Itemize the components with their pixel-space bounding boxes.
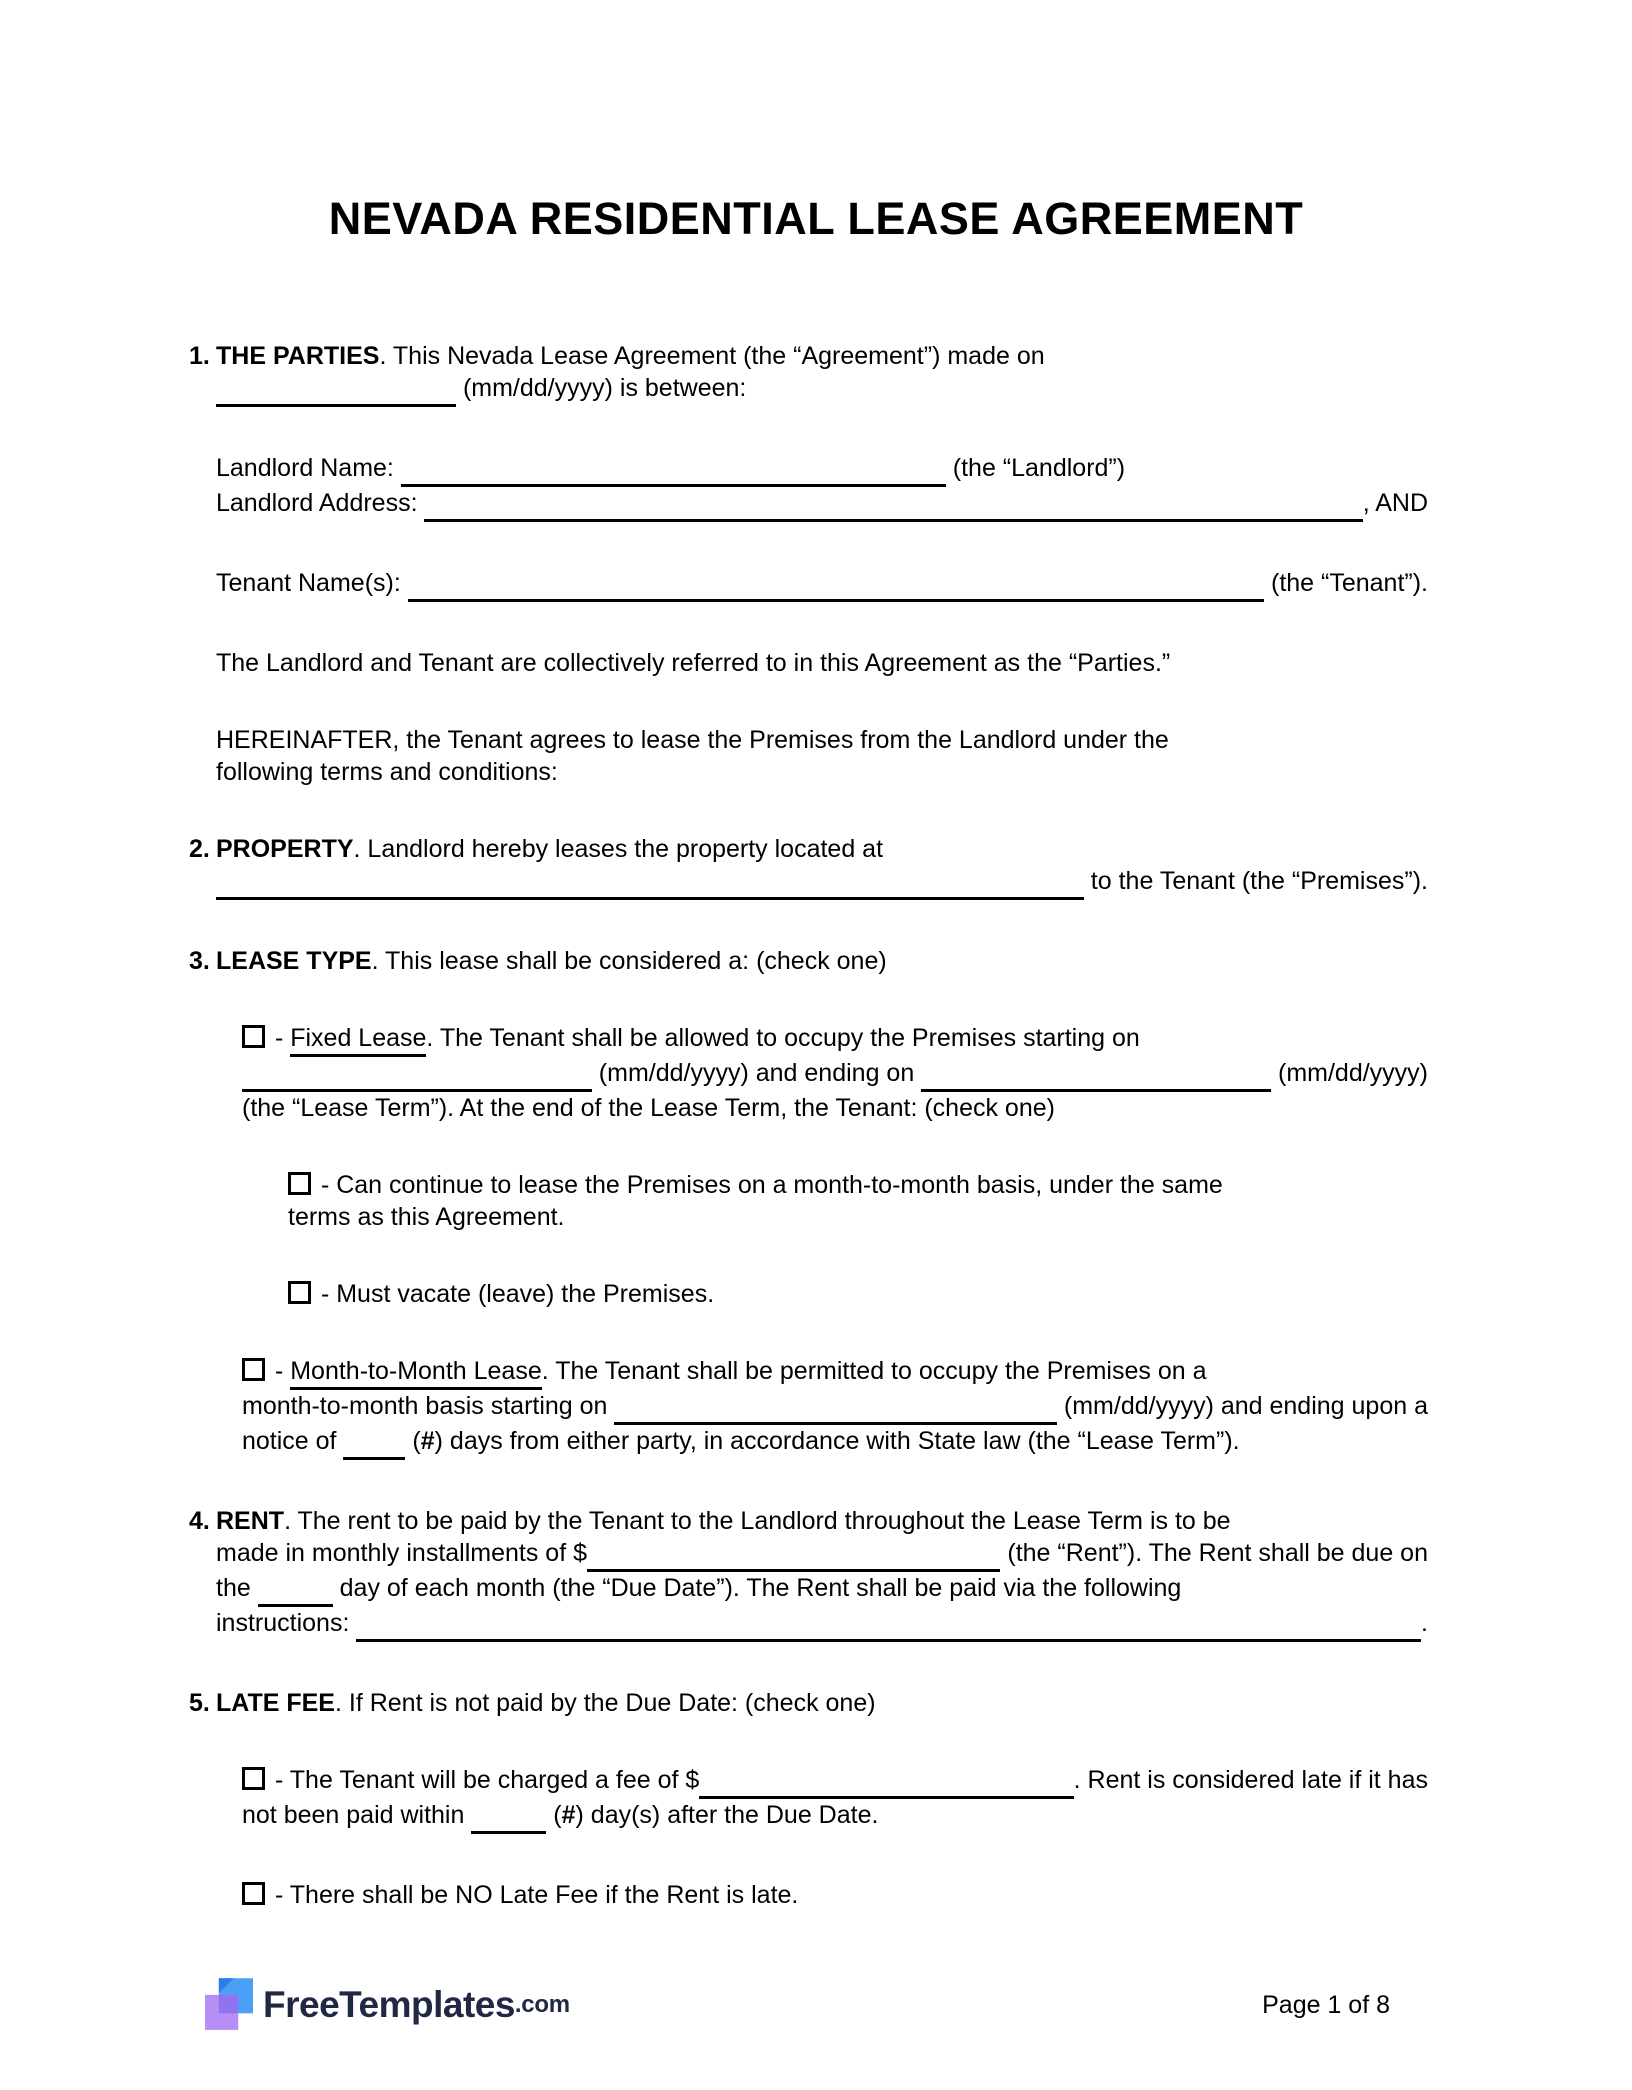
document-body — [189, 340, 1428, 1911]
text-run: - Can continue to lease the Premises on a month-to-month basis, under the same — [314, 1171, 1223, 1199]
text-run: ) day(s) after the Due Date. — [575, 1801, 879, 1829]
text-run: . — [1421, 1609, 1428, 1637]
text-run: not been paid within — [242, 1801, 472, 1829]
fixed-lease-option — [242, 1022, 1428, 1124]
tenant-line — [216, 567, 1428, 602]
section-5-late-fee — [189, 1687, 1428, 1719]
text-run: ) days from either party, in accordance with State law (the “Lease Term”). — [434, 1427, 1240, 1455]
brand-suffix: .com — [514, 1991, 570, 2018]
freetemplates-logo-icon — [205, 1976, 253, 2034]
text-run: , AND — [1362, 489, 1428, 517]
text-run: . Rent is considered late if it has — [1073, 1766, 1428, 1794]
fixed-lease-checkbox[interactable] — [242, 1025, 265, 1048]
text-run: (mm/dd/yyyy) — [1271, 1059, 1428, 1087]
text-run: LEASE TYPE — [216, 947, 372, 975]
section-3-lease-type — [189, 945, 1428, 977]
text-run: - Must vacate (leave) the Premises. — [314, 1280, 715, 1308]
notice-days-blank[interactable] — [343, 1425, 405, 1460]
text-run: instructions: — [216, 1609, 357, 1637]
footer — [205, 1976, 1390, 2034]
continue-month-to-month-option — [288, 1169, 1428, 1233]
text-run: . If Rent is not paid by the Due Date: (check one) — [334, 1689, 876, 1717]
text-run: (mm/dd/yyyy) and ending on — [591, 1059, 922, 1087]
freetemplates-logo — [205, 1976, 570, 2034]
text-run: - The Tenant will be charged a fee of $ — [268, 1766, 700, 1794]
text-run: the — [216, 1574, 258, 1602]
text-run: Landlord Address: — [216, 489, 425, 517]
section-number: 2. — [189, 835, 210, 863]
text-run: (mm/dd/yyyy) and ending upon a — [1056, 1392, 1428, 1420]
month-to-month-start-date-blank[interactable] — [614, 1390, 1057, 1425]
text-run: (the “Rent”). The Rent shall be due on — [1000, 1539, 1428, 1567]
text-run: month-to-month basis starting on — [242, 1392, 615, 1420]
text-run: THE PARTIES — [216, 342, 380, 370]
text-run: . This Nevada Lease Agreement (the “Agreement”) made on — [379, 342, 1045, 370]
text-run: ( — [405, 1427, 421, 1455]
text-run: . This lease shall be considered a: (check one) — [371, 947, 887, 975]
text-run: - — [268, 1357, 291, 1385]
text-run: to the Tenant (the “Premises”). — [1083, 867, 1428, 895]
text-run: # — [561, 1801, 576, 1829]
text-run: (the “Lease Term”). At the end of the Lease Term, the Tenant: (check one) — [242, 1094, 1055, 1122]
text-run: LATE FEE — [216, 1689, 335, 1717]
property-address-blank[interactable] — [216, 865, 1084, 900]
must-vacate-option — [288, 1278, 1428, 1310]
text-run: PROPERTY — [216, 835, 354, 863]
landlord-block — [216, 452, 1428, 522]
section-1-the-parties — [189, 340, 1428, 407]
no-late-fee-checkbox[interactable] — [242, 1882, 265, 1905]
text-run: Month-to-Month Lease — [290, 1355, 542, 1390]
section-number: 4. — [189, 1507, 210, 1535]
text-run: (mm/dd/yyyy) is between: — [456, 374, 747, 402]
text-run: HEREINAFTER, the Tenant agrees to lease the Premises from the Landlord under the — [216, 726, 1169, 754]
text-run: . Landlord hereby leases the property located at — [353, 835, 884, 863]
month-to-month-lease-checkbox[interactable] — [242, 1358, 265, 1381]
landlord-name-blank[interactable] — [401, 452, 946, 487]
rent-due-day-blank[interactable] — [258, 1572, 333, 1607]
tenant-names-blank[interactable] — [408, 567, 1264, 602]
text-run: ( — [546, 1801, 562, 1829]
late-fee-amount-blank[interactable] — [699, 1764, 1073, 1799]
continue-month-to-month-checkbox[interactable] — [288, 1172, 311, 1195]
text-run: RENT — [216, 1507, 285, 1535]
text-run: Landlord Name: — [216, 454, 401, 482]
rent-amount-blank[interactable] — [587, 1537, 1000, 1572]
fixed-lease-end-date-blank[interactable] — [921, 1057, 1271, 1092]
text-run: terms as this Agreement. — [288, 1203, 565, 1231]
page-indicator: Page 1 of 8 — [1262, 1990, 1390, 2019]
agreement-date-blank[interactable] — [216, 372, 456, 407]
section-number: 5. — [189, 1689, 210, 1717]
text-run: Fixed Lease — [290, 1022, 426, 1057]
document-title: NEVADA RESIDENTIAL LEASE AGREEMENT — [328, 193, 1304, 244]
text-run: # — [420, 1427, 435, 1455]
text-run: made in monthly installments of $ — [216, 1539, 588, 1567]
brand-name: FreeTemplates — [263, 1984, 515, 2025]
text-run: . The Tenant shall be permitted to occupy the Premises on a — [541, 1357, 1207, 1385]
payment-instructions-blank[interactable] — [356, 1607, 1421, 1642]
no-late-fee-option — [242, 1879, 1428, 1911]
section-2-property — [189, 833, 1428, 900]
must-vacate-checkbox[interactable] — [288, 1281, 311, 1304]
late-fee-option — [242, 1764, 1428, 1834]
landlord-address-blank[interactable] — [424, 487, 1362, 522]
text-run: Tenant Name(s): — [216, 569, 408, 597]
hereinafter-paragraph — [216, 724, 1428, 788]
late-fee-checkbox[interactable] — [242, 1767, 265, 1790]
text-run: notice of — [242, 1427, 344, 1455]
section-number: 3. — [189, 947, 210, 975]
text-run: (the “Tenant”). — [1264, 569, 1428, 597]
text-run: - — [268, 1024, 291, 1052]
section-4-rent — [189, 1505, 1428, 1642]
fixed-lease-start-date-blank[interactable] — [242, 1057, 592, 1092]
text-run: (the “Landlord”) — [945, 454, 1126, 482]
parties-paragraph — [216, 647, 1428, 679]
month-to-month-lease-option — [242, 1355, 1428, 1460]
text-run: . The rent to be paid by the Tenant to the Landlord throughout the Lease Term is to be — [284, 1507, 1231, 1535]
text-run: - There shall be NO Late Fee if the Rent is late. — [268, 1881, 799, 1909]
text-run: day of each month (the “Due Date”). The Rent shall be paid via the following — [332, 1574, 1182, 1602]
text-run: The Landlord and Tenant are collectively referred to in this Agreement as the “Parties.” — [216, 649, 1171, 677]
section-number: 1. — [189, 342, 210, 370]
text-run: . The Tenant shall be allowed to occupy the Premises starting on — [426, 1024, 1140, 1052]
text-run: following terms and conditions: — [216, 758, 558, 786]
late-days-blank[interactable] — [471, 1799, 546, 1834]
